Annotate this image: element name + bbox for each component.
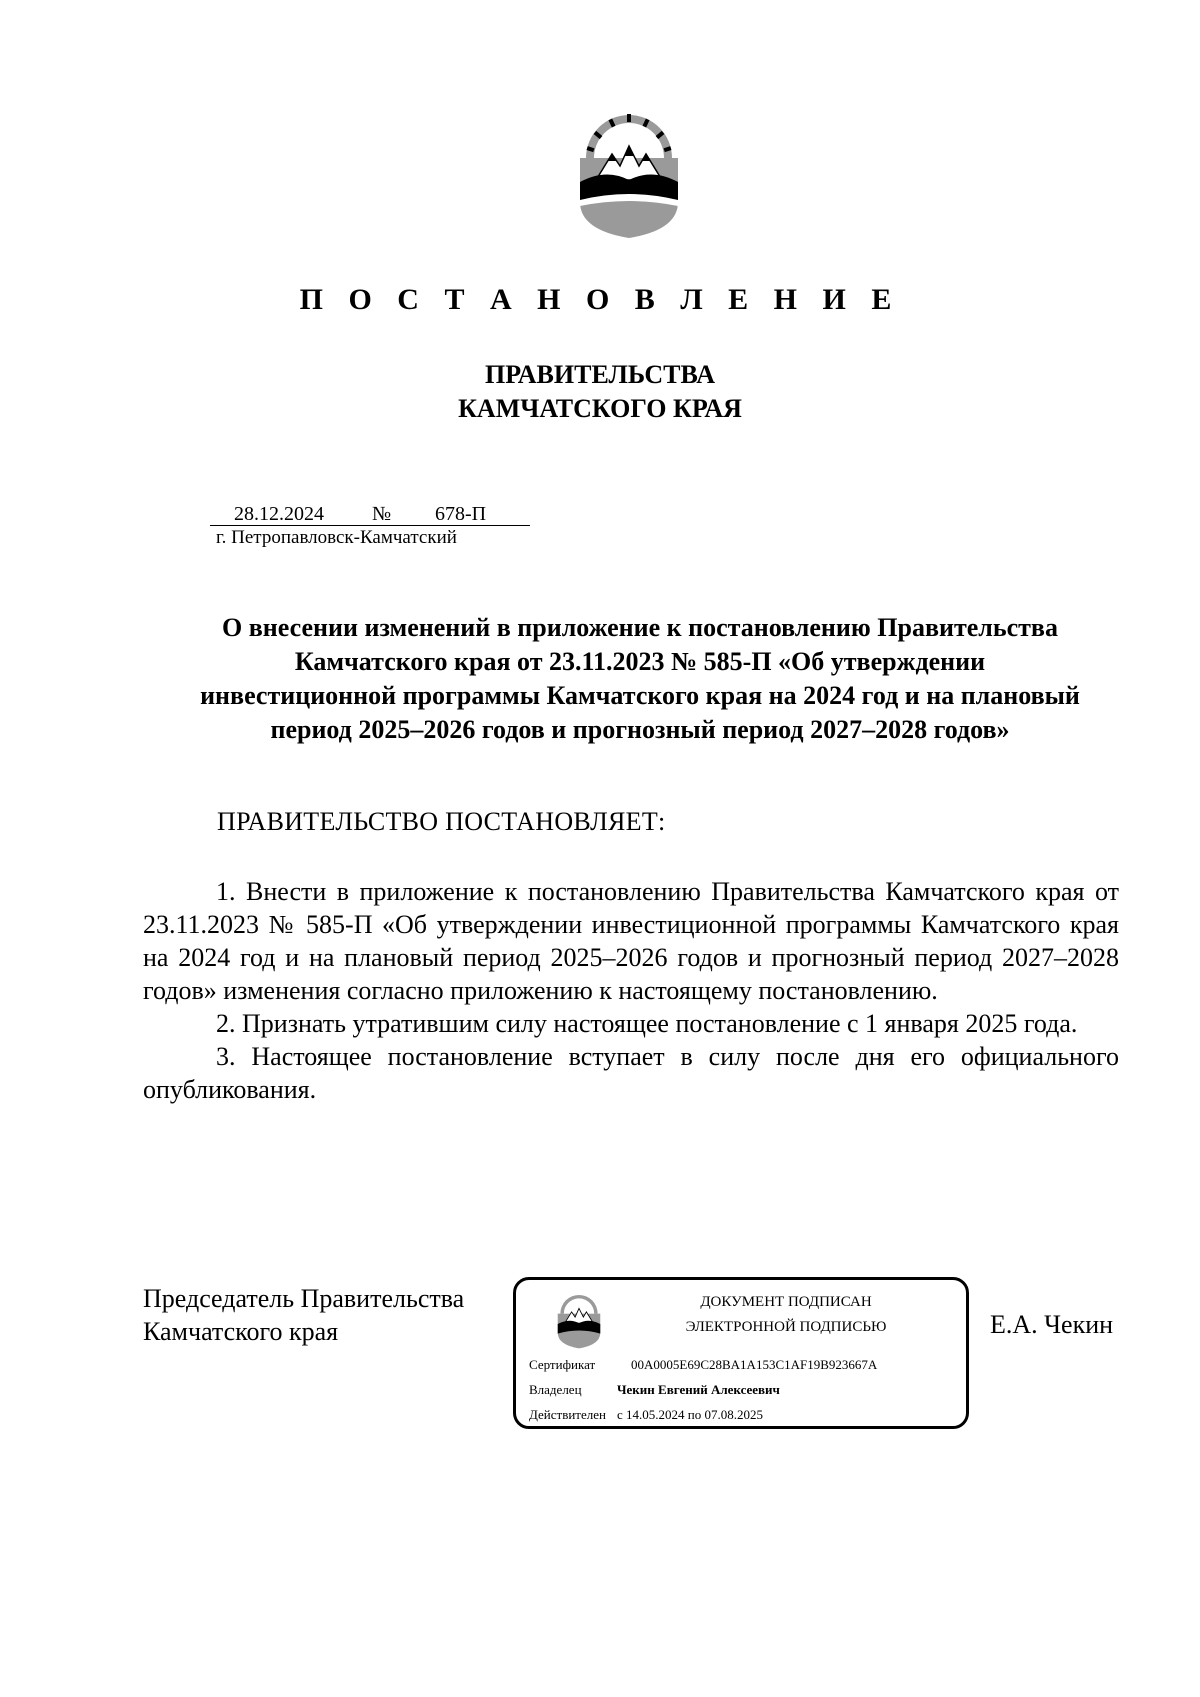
document-body xyxy=(143,875,1119,1106)
signer-position xyxy=(143,1282,464,1348)
stamp-heading-line: ДОКУМЕНТ ПОДПИСАН xyxy=(700,1294,872,1310)
issuing-authority-line: КАМЧАТСКОГО КРАЯ xyxy=(458,394,742,423)
stamp-validity-row xyxy=(529,1407,763,1423)
electronic-signature-stamp xyxy=(513,1277,969,1429)
subject-line: период 2025–2026 годов и прогнозный период 2027–2028 годов» xyxy=(270,715,1010,744)
subject-line: инвестиционной программы Камчатского края на 2024 год и на плановый xyxy=(200,681,1080,710)
stamp-owner-row xyxy=(529,1382,780,1398)
certificate-value: 00A0005E69C28BA1A153C1AF19B923667A xyxy=(631,1357,878,1372)
issuing-authority xyxy=(0,358,1200,426)
decree-formula: ПРАВИТЕЛЬСТВО ПОСТАНОВЛЯЕТ: xyxy=(217,807,666,836)
owner-label: Владелец xyxy=(529,1382,582,1397)
certificate-label: Сертификат xyxy=(529,1357,596,1372)
stamp-heading-line: ЭЛЕКТРОННОЙ ПОДПИСЬЮ xyxy=(685,1319,887,1335)
signer-name: Е.А. Чекин xyxy=(990,1310,1114,1339)
validity-value: с 14.05.2024 по 07.08.2025 xyxy=(617,1407,763,1422)
issue-place: г. Петропавловск-Камчатский xyxy=(216,527,457,548)
stamp-heading xyxy=(626,1290,946,1340)
signer-position-line: Камчатского края xyxy=(143,1317,339,1346)
validity-label: Действителен xyxy=(529,1407,606,1422)
document-subject xyxy=(150,611,1130,747)
subject-line: Камчатского края от 23.11.2023 № 585-П «Об утверждении xyxy=(294,647,986,676)
stamp-certificate-row xyxy=(529,1357,877,1373)
number-sign: № xyxy=(372,503,392,525)
body-paragraph: 1. Внести в приложение к постановлению Правительства Камчатского края от 23.11.2023 № 585-П «Об утверждении инвестиционной программы Камчатского края на 2024 год и на плановый период 2025–2026 годов и прогнозный период 2027–2028 годов» изменения согласно приложению к настоящему постановлению. xyxy=(143,877,1119,1005)
issuing-authority-line: ПРАВИТЕЛЬСТВА xyxy=(485,360,715,389)
owner-value: Чекин Евгений Алексеевич xyxy=(617,1382,780,1397)
signer-position-line: Председатель Правительства xyxy=(143,1284,465,1313)
subject-line: О внесении изменений в приложение к постановлению Правительства xyxy=(222,613,1058,642)
body-paragraph: 2. Признать утратившим силу настоящее постановление с 1 января 2025 года. xyxy=(216,1009,1078,1038)
document-date: 28.12.2024 xyxy=(234,503,324,525)
kamchatka-coat-of-arms-icon xyxy=(576,110,682,240)
registration-block xyxy=(210,503,530,549)
document-number: 678-П xyxy=(435,503,487,525)
body-paragraph: 3. Настоящее постановление вступает в силу после дня его официального опубликования. xyxy=(143,1042,1119,1104)
document-type-title: П О С Т А Н О В Л Е Н И Е xyxy=(299,283,901,316)
kamchatka-coat-of-arms-icon xyxy=(556,1292,602,1350)
